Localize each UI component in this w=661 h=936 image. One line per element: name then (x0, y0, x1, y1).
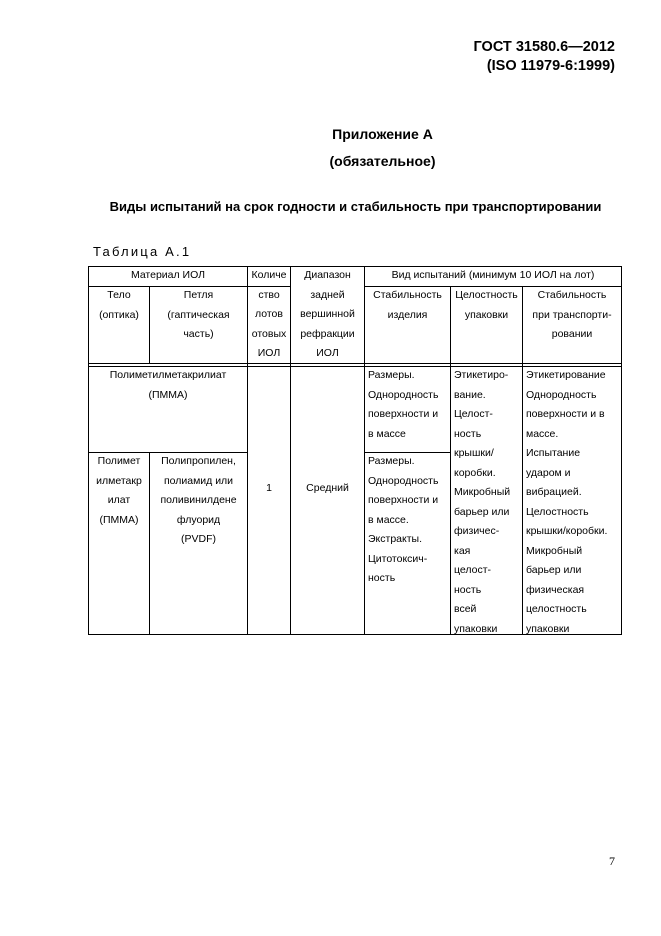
row2-body: Полимет илметакр илат (ПММА) (96, 455, 142, 526)
standard-iso-reference: (ISO 11979-6:1999) (486, 58, 615, 74)
merged-refraction-range: Средний (306, 482, 349, 494)
row2-loop: Полипропилен, полиамид или поливинилдене флуорид (PVDF) (160, 455, 237, 545)
table-line (88, 363, 622, 364)
row1-material: Полиметилметакрилиат (ПММА) (109, 369, 227, 401)
table-line (290, 266, 291, 635)
table-border-bottom (88, 634, 622, 635)
table-line (88, 286, 290, 287)
table-line (364, 286, 622, 287)
table-line (149, 452, 150, 635)
header-loop: Петля (гаптическая часть) (167, 289, 230, 340)
header-body: Тело (оптика) (99, 289, 139, 321)
table-line (247, 266, 248, 635)
row2-product-stability: Размеры. Однородность поверхности и в массе. Экстракты. Цитотоксич- ность (368, 455, 439, 584)
header-material-group: Материал ИОЛ (130, 269, 206, 281)
row1-product-stability: Размеры. Однородность поверхности и в массе (368, 369, 439, 440)
table-border-right (621, 266, 622, 635)
merged-transport-stability: Этикетирование Однородность поверхности и в массе. Испытание ударом и вибрацией. Целостность крышки/коробки. Микробный барьер или физическая целостность упаковки (526, 369, 608, 635)
merged-lot-count: 1 (266, 482, 272, 494)
table-border-left (88, 266, 89, 635)
header-transport-stability: Стабильность при транспорти- ровании (532, 289, 612, 340)
page-number: 7 (609, 854, 615, 868)
appendix-status: (обязательное) (329, 153, 436, 169)
table-line (522, 286, 523, 635)
header-refraction-range: Диапазон задней вершинной рефракции ИОЛ (300, 269, 355, 359)
table-line (149, 286, 150, 364)
header-package-integrity: Целостность упаковки (455, 289, 518, 321)
table-caption: Таблица А.1 (93, 244, 192, 259)
standard-number: ГОСТ 31580.6—2012 (473, 39, 615, 55)
table-line (450, 286, 451, 635)
header-tests-group: Вид испытаний (минимум 10 ИОЛ на лот) (391, 269, 595, 281)
table-line (88, 366, 622, 367)
header-product-stability: Стабильность изделия (373, 289, 442, 321)
table-border-top (88, 266, 622, 267)
table-line (364, 266, 365, 635)
section-title: Виды испытаний на срок годности и стабильность при транспортировании (109, 199, 602, 214)
header-lot-count: Количе ство лотов отовых ИОЛ (251, 269, 287, 359)
merged-package-integrity: Этикетиро- вание. Целост- ность крышки/ коробки. Микробный барьер или физичес- кая целост- ность всей упаковки (454, 369, 511, 635)
appendix-title: Приложение А (332, 126, 433, 142)
table-line (364, 452, 450, 453)
table-line (88, 452, 248, 453)
